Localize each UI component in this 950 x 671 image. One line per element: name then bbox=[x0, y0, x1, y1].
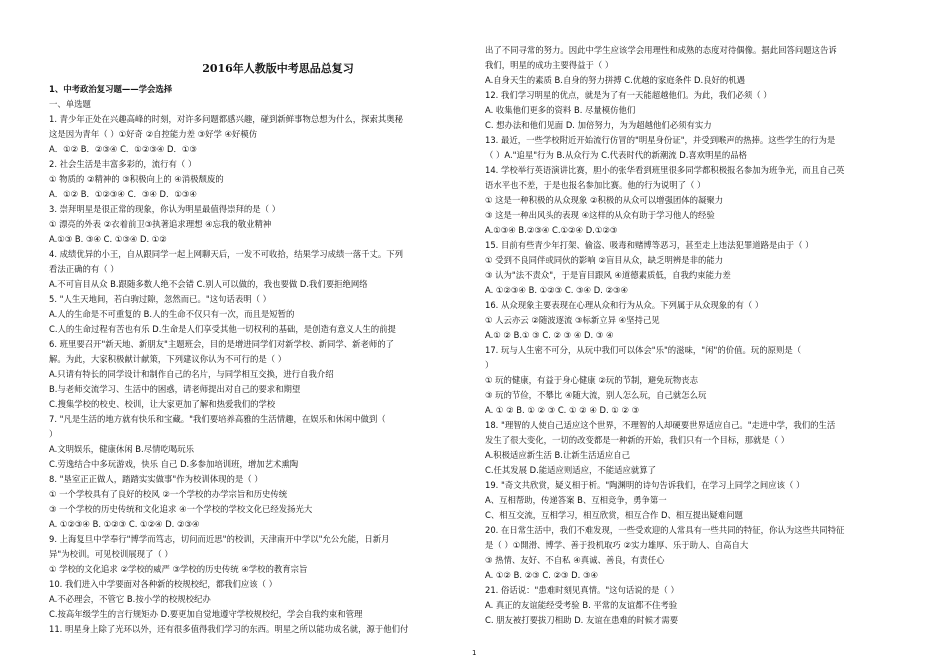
text-line: 看法正确的有（ ） bbox=[49, 264, 119, 274]
text-line: 20. 在日常生活中，我们不难发现，一些受欢迎的人常具有一些共同的特征，你认为这些共同特征 bbox=[485, 525, 845, 535]
text-line: A.不必理会，不管它 B.按小学的校规校纪办 bbox=[49, 594, 211, 604]
text-line: 12. 我们学习明星的优点，就是为了有一天能超越他们。为此，我们必须（ ） bbox=[485, 90, 772, 100]
right-column bbox=[485, 43, 925, 628]
text-line: ③ 这是一种出风头的表现 ④这样的从众有助于学习他人的经验 bbox=[485, 210, 715, 220]
text-line: 语水平也不差，于是也报名参加比赛。他的行为说明了（ ） bbox=[485, 180, 706, 190]
text-line: 2. 社会生活是丰富多彩的，流行有（ ） bbox=[49, 159, 197, 169]
text-line: 11. 明星身上除了光环以外，还有很多值得我们学习的东西。明星之所以能功成名就，源于他们付 bbox=[49, 624, 409, 634]
text-line: A.人的生命是不可重复的 B.人的生命不仅只有一次，而且是短暂的 bbox=[49, 309, 295, 319]
text-line: A.①③④ B.②③④ C.①②④ D.①②③ bbox=[485, 225, 618, 235]
text-line: A. 真正的友谊能经受考验 B. 平常的友谊都不住考验 bbox=[485, 600, 678, 610]
text-line: ① 人云亦云 ②随波逐流 ③标新立异 ④坚持己见 bbox=[485, 315, 660, 325]
text-line: A. 收集他们更多的资料 B. 尽量模仿他们 bbox=[485, 105, 636, 115]
text-line: 14. 学校举行英语演讲比赛，胆小的张华看到班里很多同学都积极报名参加为班争光，而且自己英 bbox=[485, 165, 845, 175]
text-line: C.按高年级学生的言行规矩办 D.要更加自觉地遵守学校规校纪，学会自我约束和管理 bbox=[49, 609, 363, 619]
text-line: 解。为此，大家积极献计献策，下列建议你认为不可行的是（ ） bbox=[49, 354, 287, 364]
text-line: 17. 玩与人生密不可分，从玩中我们可以体会"乐"的滋味，"闲"的价值。玩的原则是（ bbox=[485, 345, 802, 355]
text-line: A. ①② B. ②③ C. ②③ D. ③④ bbox=[485, 570, 598, 580]
text-line: 3. 崇拜明星是很正常的现象，你认为明星最值得崇拜的是（ ） bbox=[49, 204, 281, 214]
text-line: 是（ ）①開滑、博学、善于投机取巧 ②实力雄厚、乐于助人、自高自大 bbox=[485, 540, 749, 550]
text-line: ③ 认为"法不责众"，于是盲目跟风 ④道德素质低，自我约束能力差 bbox=[485, 270, 731, 280]
text-line: ③ 热情、友好、不自私 ④真诚、善良，有责任心 bbox=[485, 555, 665, 565]
text-line: ① 受到不良同伴或同伙的影响 ②盲目从众，缺乏明辨是非的能力 bbox=[485, 255, 724, 265]
text-line: 我们，明星的成功主要得益于（ ） bbox=[485, 60, 614, 70]
text-line: （ ）A."追星"行为 B.从众行为 C.代表时代的新潮流 D.喜欢明星的品格 bbox=[485, 150, 747, 160]
text-line: A.① ② B.① ③ C. ② ③ ④ D. ③ ④ bbox=[485, 330, 614, 340]
section-heading: 1、中考政治复习题——学会选择 bbox=[49, 84, 173, 94]
text-line: 1. 青少年正处在兴趣高峰的时刻，对许多问题都感兴趣，碰到新鲜事物总想为什么，探索其奥秘 bbox=[49, 114, 404, 124]
text-line: 这是因为青年（ ）①好奇 ②自控能力差 ③好学 ④好模仿 bbox=[49, 129, 258, 139]
text-line: A、互相帮助，传递答案 B、互相竞争，勇争第一 bbox=[485, 495, 667, 505]
text-line: 18. "理智的人使自己适应这个世界，不理智的人却硬要世界适应自己。"走进中学，我们的生活 bbox=[485, 420, 836, 430]
text-line: ） bbox=[485, 360, 494, 370]
text-line: ① 一个学校具有了良好的校风 ②一个学校的办学宗旨和历史传统 bbox=[49, 489, 288, 499]
text-line: 出了不同寻常的努力。因此中学生应该学会用理性和成熟的态度对待偶像。据此回答问题这告诉 bbox=[485, 45, 837, 55]
text-line: ③ 一个学校的历史传统和文化追求 ④一个学校的学校文化已经发扬光大 bbox=[49, 504, 313, 514]
text-line: C、相互交流，互相学习，相互欣赏，相互合作 D、相互提出疑难问题 bbox=[485, 510, 743, 520]
text-line: A.①③ B. ③④ C. ①③④ D. ①② bbox=[49, 234, 167, 244]
text-line: C. 朋友被打要拔刀相助 D. 友谊在患难的时候才需要 bbox=[485, 615, 679, 625]
text-line: ① 这是一种积极的从众现象 ②积极的从众可以增强团体的凝聚力 bbox=[485, 195, 724, 205]
text-line: ① 学校的文化追求 ②学校的威严 ③学校的历史传统 ④学校的教育宗旨 bbox=[49, 564, 308, 574]
text-line: A. ① ② B. ① ② ③ C. ① ② ④ D. ① ② ③ bbox=[485, 405, 640, 415]
text-line: 8. "垦室正正做人，踏踏实实做事"作为校训体现的是（ ） bbox=[49, 474, 263, 484]
page-number: 1 bbox=[472, 649, 477, 657]
text-line: 异"为校训。可见校训展现了（ ） bbox=[49, 549, 173, 559]
text-line: A. ①②③④ B. ①②③ C. ①②④ D. ②③④ bbox=[49, 519, 200, 529]
text-line: 5. "人生天地间，若白驹过隙，忽然而已。"这句话表明（ ） bbox=[49, 294, 272, 304]
text-line: 发生了很大变化，一切的改变都是一种新的开始，我们只有一个目标，那就是（ ） bbox=[485, 435, 790, 445]
text-line: 15. 目前有些青少年打架、偷盗、吸毒和赌博等恶习，甚至走上违法犯罪道路是由于（ ） bbox=[485, 240, 814, 250]
text-line: ① 物质的 ②精神的 ③积极向上的 ④消极颓废的 bbox=[49, 174, 224, 184]
text-line: ① 玩的健康，有益于身心健康 ②玩的节制，避免玩物丧志 bbox=[485, 375, 698, 385]
text-line: C.人的生命过程有苦也有乐 D.生命是人们享受其他一切权利的基础，是创造有意义人生的前提 bbox=[49, 324, 396, 334]
text-line: A.只请有特长的同学设计和制作自己的名片，与同学相互交换，进行自我介绍 bbox=[49, 369, 334, 379]
text-line: A.文明娱乐，健康休闲 B.尽情吃喝玩乐 bbox=[49, 444, 194, 454]
text-line: C.劳逸结合中多玩游戏，快乐 自己 D.多参加培训班，增加艺术熏陶 bbox=[49, 459, 299, 469]
text-line: 21. 俗话说："患难时刻见真情。"这句话说的是（ ） bbox=[485, 585, 679, 595]
text-line: ① 漂亮的外表 ②衣着前卫③执著追求理想 ④忘我的敬业精神 bbox=[49, 219, 272, 229]
text-line: A.自身天生的素质 B.自身的努力拼搏 C.优越的家庭条件 D.良好的机遇 bbox=[485, 75, 746, 85]
text-line: B.与老师交流学习、生活中的困惑，请老师提出对自己的要求和期望 bbox=[49, 384, 301, 394]
text-line: A.积极适应新生活 B.让新生活适应自己 bbox=[485, 450, 630, 460]
text-line: A．①② B．①②③④ C．③④ D．①③④ bbox=[49, 189, 197, 199]
text-line: 7. "凡是生活的地方就有快乐和宝藏。"我们要培养高雅的生活情趣，在娱乐和休闲中做到（ bbox=[49, 414, 386, 424]
text-line: 16. 从众现象主要表现在心理从众和行为从众。下列属于从众现象的有（ ） bbox=[485, 300, 764, 310]
text-line: 13. 最近，一些学校附近开始流行仿冒的"明星身份证"，并受到喉声的热捧。这些学生的行为是 bbox=[485, 135, 836, 145]
text-line: ） bbox=[49, 429, 58, 439]
document-title: 2016年人教版中考思品总复习 bbox=[202, 62, 354, 75]
text-line: C.任其发展 D.能适应则适应，不能适应就算了 bbox=[485, 465, 657, 475]
text-line: C.搜集学校的校史、校训，让大家更加了解和热爱我们的学校 bbox=[49, 399, 276, 409]
text-line: 6. 班里要召开"新天地、新朋友"主题班会，目的是增进同学们对新学校、新同学、新老师的了 bbox=[49, 339, 394, 349]
text-line: 4. 成绩优异的小王，自从跟同学一起上网聊天后，一发不可收拾，结果学习成绩一落千丈。下列 bbox=[49, 249, 404, 259]
left-column bbox=[49, 82, 479, 637]
text-line: A．①② B．②③④ C．①②③④ D．①③ bbox=[49, 144, 197, 154]
text-line: A.不可盲目从众 B.跟随多数人绝不会错 C.别人可以做的，我也要做 D.我们要拒绝网络 bbox=[49, 279, 368, 289]
text-line: 19. "奇文共欣赏，疑义相于析。"陶渊明的诗句告诉我们，在学习上同学之间应该（ ） bbox=[485, 480, 805, 490]
text-line: 9. 上海复旦中学奉行"博学而笃志，切问而近思"的校训，天津南开中学以"允公允能，日新月 bbox=[49, 534, 390, 544]
text-line: A. ①②③④ B. ①②③ C. ③④ D. ②③④ bbox=[485, 285, 629, 295]
text-line: ③ 玩的节俭，不攀比 ④随大流，别人怎么玩，自己就怎么玩 bbox=[485, 390, 707, 400]
text-line: C. 想办法和他们见面 D. 加倍努力，为为超越他们必须有实力 bbox=[485, 120, 712, 130]
text-line: 一、单选题 bbox=[49, 99, 91, 109]
text-line: 10. 我们进入中学要面对各种新的校规校纪，都我们应该（ ） bbox=[49, 579, 278, 589]
